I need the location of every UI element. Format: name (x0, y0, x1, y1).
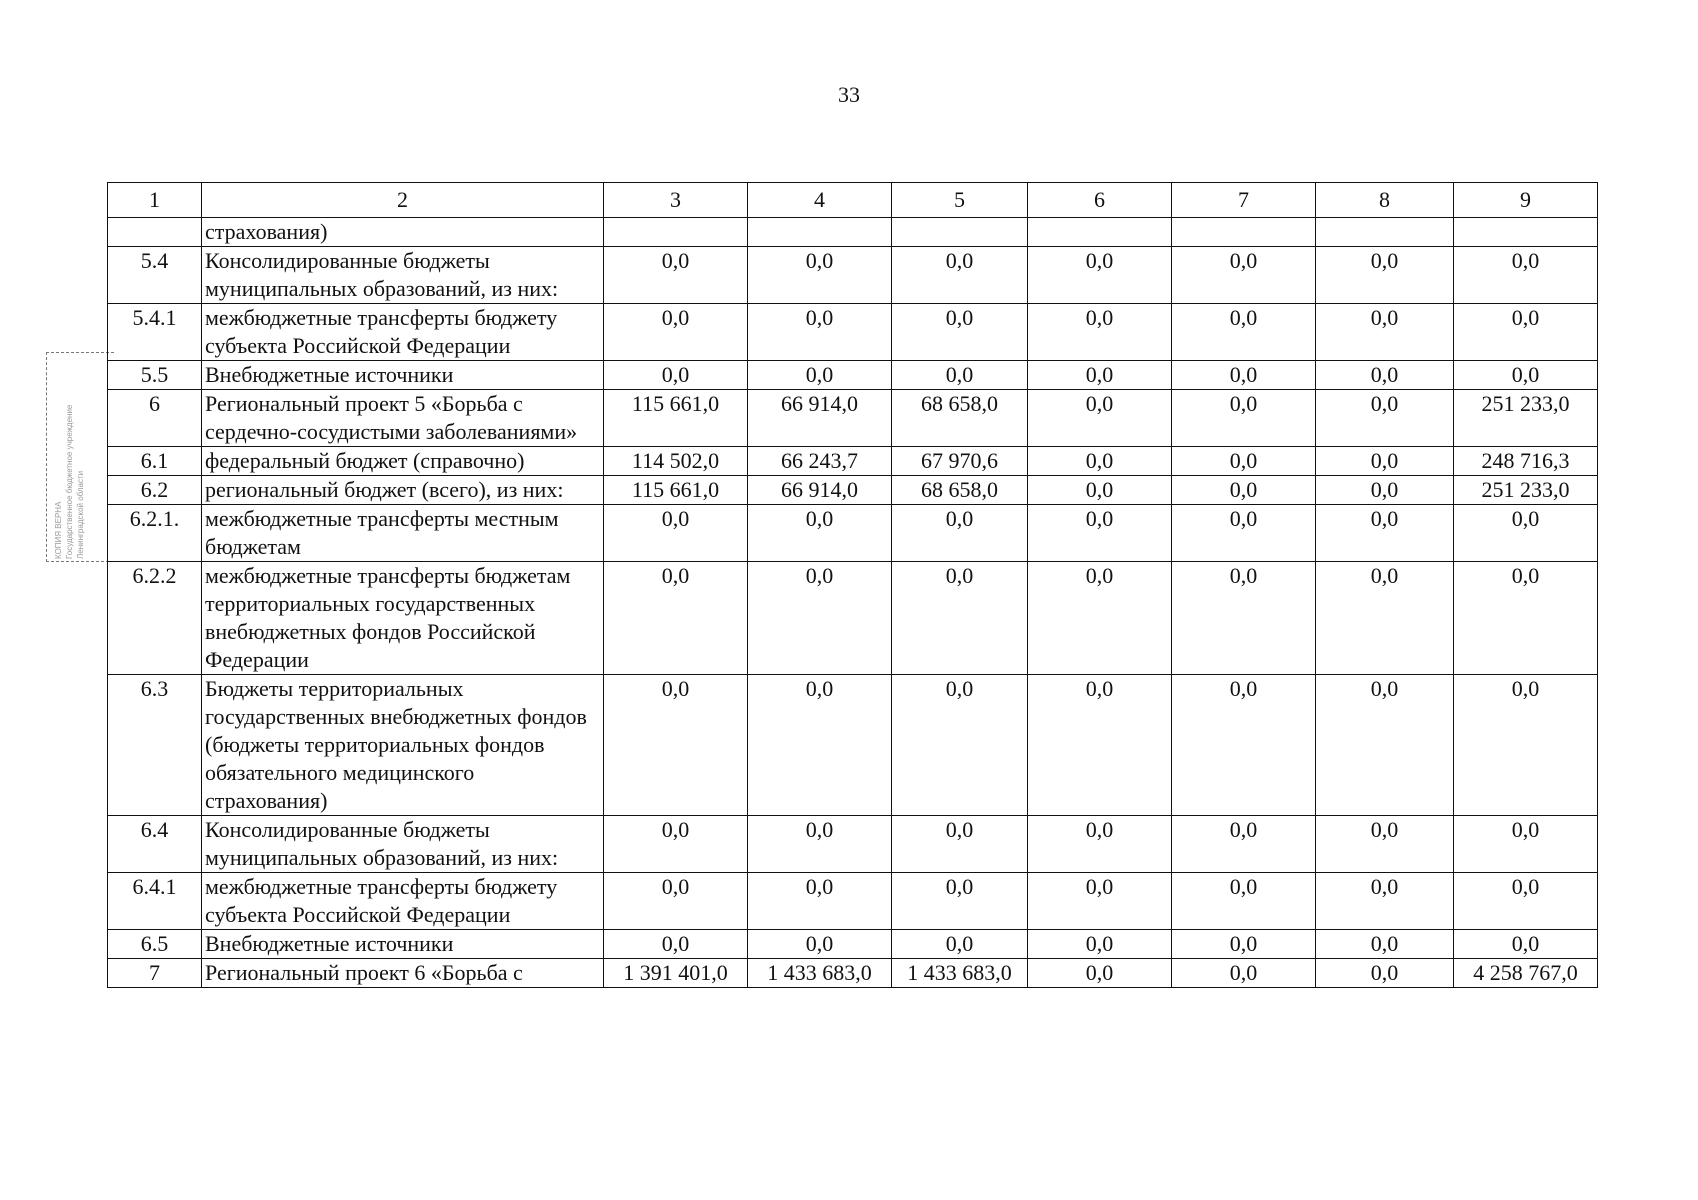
row-number: 7 (108, 959, 202, 988)
copy-stamp (46, 352, 114, 562)
row-value: 0,0 (1316, 816, 1454, 873)
row-value: 0,0 (1316, 562, 1454, 675)
table-row (108, 304, 1598, 361)
row-value: 0,0 (604, 873, 748, 930)
row-value: 0,0 (1028, 816, 1172, 873)
row-value: 0,0 (1172, 247, 1316, 304)
row-value: 0,0 (604, 247, 748, 304)
row-value: 0,0 (1172, 447, 1316, 476)
row-value: 0,0 (748, 562, 892, 675)
row-value: 0,0 (1172, 562, 1316, 675)
row-value: 0,0 (748, 361, 892, 390)
row-value: 0,0 (1316, 361, 1454, 390)
row-name: межбюджетные трансферты бюджету субъекта Российской Федерации (202, 873, 604, 930)
row-value: 1 433 683,0 (748, 959, 892, 988)
row-number: 6.3 (108, 675, 202, 816)
row-value: 0,0 (892, 675, 1028, 816)
row-name: межбюджетные трансферты бюджетам территориальных государственных внебюджетных фондов Российской Федерации (202, 562, 604, 675)
row-value: 0,0 (1028, 675, 1172, 816)
table-row (108, 247, 1598, 304)
row-value: 0,0 (748, 873, 892, 930)
table-row (108, 930, 1598, 959)
table-row (108, 218, 1598, 247)
row-value: 0,0 (892, 304, 1028, 361)
row-value: 68 658,0 (892, 476, 1028, 505)
table-row (108, 476, 1598, 505)
stamp-line: КОПИЯ ВЕРНА (54, 501, 63, 559)
row-number: 6.2 (108, 476, 202, 505)
row-value: 0,0 (1454, 247, 1598, 304)
row-value: 0,0 (892, 930, 1028, 959)
row-value: 0,0 (604, 505, 748, 562)
table-row (108, 873, 1598, 930)
row-name: Консолидированные бюджеты муниципальных образований, из них: (202, 247, 604, 304)
row-value: 0,0 (604, 361, 748, 390)
column-header: 2 (202, 183, 604, 218)
row-name: Региональный проект 5 «Борьба с сердечно-сосудистыми заболеваниями» (202, 390, 604, 447)
row-value: 0,0 (748, 505, 892, 562)
row-value: 0,0 (892, 562, 1028, 675)
row-value: 0,0 (1316, 447, 1454, 476)
row-number: 5.5 (108, 361, 202, 390)
row-number: 6.2.2 (108, 562, 202, 675)
row-number: 6.2.1. (108, 505, 202, 562)
row-value: 0,0 (1316, 959, 1454, 988)
row-value: 0,0 (1454, 562, 1598, 675)
row-value (1454, 218, 1598, 247)
table-row (108, 447, 1598, 476)
row-name: межбюджетные трансферты местным бюджетам (202, 505, 604, 562)
row-value: 251 233,0 (1454, 390, 1598, 447)
table-row (108, 390, 1598, 447)
row-value: 0,0 (1028, 959, 1172, 988)
row-value: 0,0 (1172, 816, 1316, 873)
row-value: 0,0 (1028, 390, 1172, 447)
row-name: Региональный проект 6 «Борьба с (202, 959, 604, 988)
column-header: 8 (1316, 183, 1454, 218)
row-value: 0,0 (1172, 505, 1316, 562)
row-value: 0,0 (1454, 873, 1598, 930)
row-value (748, 218, 892, 247)
table-row (108, 816, 1598, 873)
row-value: 0,0 (892, 505, 1028, 562)
row-value: 0,0 (1028, 562, 1172, 675)
column-header: 5 (892, 183, 1028, 218)
page-number: 33 (838, 82, 860, 107)
row-number: 6.4.1 (108, 873, 202, 930)
row-value: 0,0 (748, 816, 892, 873)
row-value: 0,0 (1028, 873, 1172, 930)
table-row (108, 959, 1598, 988)
row-value: 0,0 (1454, 304, 1598, 361)
row-value: 0,0 (748, 304, 892, 361)
row-number (108, 218, 202, 247)
row-value: 0,0 (1028, 361, 1172, 390)
row-name: Внебюджетные источники (202, 361, 604, 390)
row-value: 0,0 (1028, 304, 1172, 361)
row-value: 0,0 (1172, 390, 1316, 447)
row-value: 0,0 (604, 562, 748, 675)
column-header: 6 (1028, 183, 1172, 218)
row-value: 0,0 (1028, 447, 1172, 476)
stamp-line: Государственное бюджетное учреждение (65, 404, 74, 559)
column-header: 1 (108, 183, 202, 218)
row-value (1316, 218, 1454, 247)
row-value: 0,0 (1454, 361, 1598, 390)
row-value: 0,0 (1316, 247, 1454, 304)
row-value: 0,0 (1316, 476, 1454, 505)
row-name: страхования) (202, 218, 604, 247)
row-value: 0,0 (1172, 361, 1316, 390)
row-name: межбюджетные трансферты бюджету субъекта Российской Федерации (202, 304, 604, 361)
row-value: 0,0 (892, 873, 1028, 930)
row-value: 0,0 (1454, 930, 1598, 959)
row-number: 6 (108, 390, 202, 447)
row-value (1028, 218, 1172, 247)
row-value: 0,0 (1028, 247, 1172, 304)
row-value: 0,0 (748, 675, 892, 816)
row-value: 115 661,0 (604, 476, 748, 505)
row-value: 0,0 (892, 816, 1028, 873)
row-value: 66 914,0 (748, 390, 892, 447)
row-value: 251 233,0 (1454, 476, 1598, 505)
stamp-text (47, 353, 115, 563)
row-number: 5.4.1 (108, 304, 202, 361)
budget-table (107, 182, 1598, 988)
row-value: 0,0 (1172, 930, 1316, 959)
row-value: 0,0 (1172, 476, 1316, 505)
row-value (604, 218, 748, 247)
row-value: 248 716,3 (1454, 447, 1598, 476)
row-value: 0,0 (1454, 816, 1598, 873)
row-value: 0,0 (1454, 505, 1598, 562)
row-name: региональный бюджет (всего), из них: (202, 476, 604, 505)
row-value: 0,0 (1316, 873, 1454, 930)
row-value: 114 502,0 (604, 447, 748, 476)
column-header: 3 (604, 183, 748, 218)
row-number: 5.4 (108, 247, 202, 304)
row-value: 68 658,0 (892, 390, 1028, 447)
table-row (108, 505, 1598, 562)
row-value: 0,0 (1316, 390, 1454, 447)
row-value: 0,0 (892, 247, 1028, 304)
row-value (1172, 218, 1316, 247)
row-value: 0,0 (1172, 873, 1316, 930)
row-value: 1 391 401,0 (604, 959, 748, 988)
row-value: 66 243,7 (748, 447, 892, 476)
header-row (108, 183, 1598, 218)
row-value: 0,0 (1316, 505, 1454, 562)
row-value: 0,0 (604, 675, 748, 816)
row-name: Внебюджетные источники (202, 930, 604, 959)
row-value: 0,0 (748, 930, 892, 959)
row-value: 0,0 (1028, 930, 1172, 959)
row-name: Консолидированные бюджеты муниципальных образований, из них: (202, 816, 604, 873)
table-body (108, 218, 1598, 988)
stamp-line: Ленинградской области (76, 470, 85, 559)
row-number: 6.1 (108, 447, 202, 476)
row-value: 0,0 (748, 247, 892, 304)
row-value: 4 258 767,0 (1454, 959, 1598, 988)
row-value: 0,0 (892, 361, 1028, 390)
row-value: 1 433 683,0 (892, 959, 1028, 988)
row-name: федеральный бюджет (справочно) (202, 447, 604, 476)
row-value: 0,0 (1172, 959, 1316, 988)
row-value: 0,0 (604, 930, 748, 959)
row-value: 0,0 (604, 816, 748, 873)
row-value: 67 970,6 (892, 447, 1028, 476)
column-header: 4 (748, 183, 892, 218)
row-value: 0,0 (1172, 304, 1316, 361)
row-number: 6.5 (108, 930, 202, 959)
row-value: 115 661,0 (604, 390, 748, 447)
column-header: 9 (1454, 183, 1598, 218)
table-row (108, 675, 1598, 816)
table-row (108, 562, 1598, 675)
row-value: 0,0 (1316, 304, 1454, 361)
row-value: 0,0 (604, 304, 748, 361)
row-value: 0,0 (1028, 505, 1172, 562)
row-value: 0,0 (1028, 476, 1172, 505)
row-name: Бюджеты территориальных государственных внебюджетных фондов (бюджеты территориальных фондов обязательного медицинского страхования) (202, 675, 604, 816)
row-value: 0,0 (1316, 930, 1454, 959)
row-value: 0,0 (1454, 675, 1598, 816)
row-number: 6.4 (108, 816, 202, 873)
row-value: 0,0 (1316, 675, 1454, 816)
column-header: 7 (1172, 183, 1316, 218)
row-value: 66 914,0 (748, 476, 892, 505)
row-value (892, 218, 1028, 247)
table-row (108, 361, 1598, 390)
row-value: 0,0 (1172, 675, 1316, 816)
